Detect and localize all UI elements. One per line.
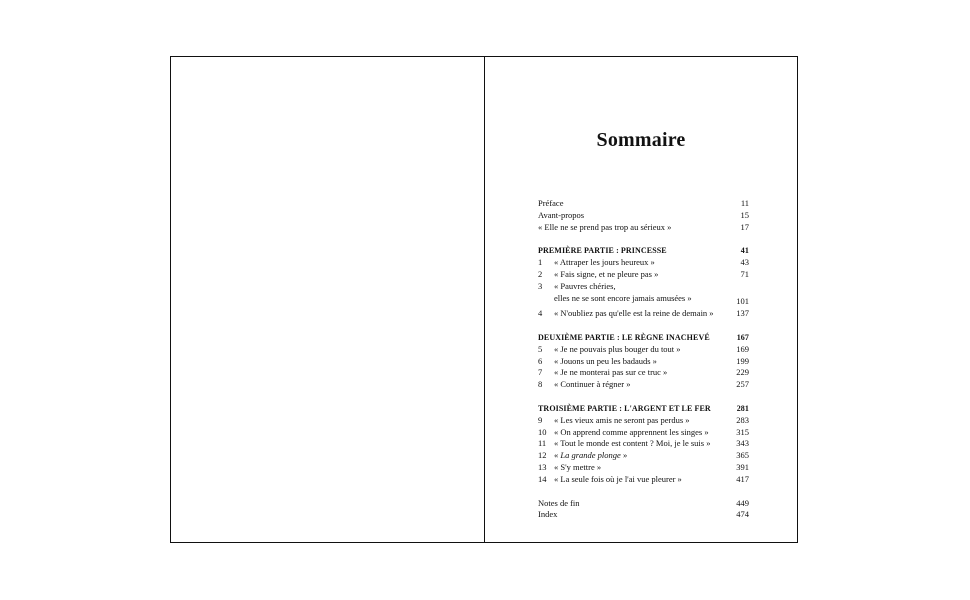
page-number: 15 [740,209,749,220]
entry-title: « Attraper les jours heureux » [554,257,655,268]
part-section [538,403,749,486]
chapter-entry [538,427,749,439]
part-section [538,245,749,320]
page-number: 365 [736,450,749,461]
chapter-entry [538,293,749,309]
part-heading-row [538,403,749,415]
chapter-entry [538,281,749,293]
chapter-entry [538,308,749,320]
chapter-number: 4 [538,308,543,319]
page-number: 315 [736,426,749,437]
part-heading-row [538,332,749,344]
page-number: 281 [736,403,749,413]
entry-title: « Je ne pouvais plus bouger du tout » [554,343,681,354]
chapter-entry [538,356,749,368]
entry-title: Notes de fin [538,497,580,508]
page-number: 283 [736,414,749,425]
chapter-number: 12 [538,450,547,461]
entry-title: Préface [538,198,564,208]
toc-entry [538,222,749,234]
page-number: 11 [740,198,749,208]
chapter-number [538,293,554,305]
chapter-entry [538,462,749,474]
chapter-entry [538,438,749,450]
chapter-number: 1 [538,257,543,268]
entry-title: « Jouons un peu les badauds » [554,355,657,366]
blank-left-page [171,57,485,542]
chapter-number: 5 [538,343,543,354]
part-heading-row [538,245,749,257]
contents-page [485,57,797,542]
toc-entry [538,509,749,521]
page-number: 199 [736,355,749,366]
page-number: 474 [736,509,749,520]
chapter-entry [538,367,749,379]
chapter-number: 10 [538,426,547,437]
entry-title: « Les vieux amis ne seront pas perdus » [554,414,690,425]
page-number: 229 [736,367,749,378]
entry-title: « Continuer à régner » [554,379,631,390]
chapter-entry [538,344,749,356]
page-number: 417 [736,473,749,484]
entry-title: « La seule fois où je l'ai vue pleurer » [554,473,682,484]
chapter-entry [538,379,749,391]
page-number: 17 [740,221,749,232]
chapter-number: 2 [538,268,543,279]
entry-title: « Je ne monterai pas sur ce truc » [554,367,668,378]
chapter-entry [538,269,749,281]
part-heading: PREMIÈRE PARTIE : PRINCESSE [538,246,667,256]
chapter-number: 14 [538,473,547,484]
chapter-entry [538,257,749,269]
page-number: 137 [736,308,749,319]
chapter-number: 11 [538,438,547,449]
entry-title: « S'y mettre » [554,461,602,472]
entry-title: « Elle ne se prend pas trop au sérieux » [538,221,672,232]
entry-title: Index [538,509,558,520]
toc-entry [538,210,749,222]
back-matter [538,498,749,522]
entry-title: « Fais signe, et ne pleure pas » [554,268,659,279]
chapter-number: 7 [538,367,543,378]
chapter-number: 8 [538,379,543,390]
chapter-entry [538,474,749,486]
book-spread [170,56,798,543]
part-section [538,332,749,391]
entry-title: « Tout le monde est content ? Moi, je le suis » [554,438,711,449]
part-heading: TROISIÈME PARTIE : L'ARGENT ET LE FER [538,403,711,413]
entry-title: Avant-propos [538,209,585,220]
chapter-entry [538,450,749,462]
front-matter [538,198,749,233]
part-heading: DEUXIÈME PARTIE : LE RÈGNE INACHEVÉ [538,332,710,342]
entry-title: « La grande plonge » [554,450,628,461]
page-number: 343 [736,438,749,449]
page-number: 41 [740,246,749,256]
toc-entry [538,498,749,510]
entry-title: « N'oubliez pas qu'elle est la reine de demain » [554,308,714,319]
chapter-number: 9 [538,414,543,425]
entry-title: elles ne se sont encore jamais amusées » [554,292,692,303]
page-number: 391 [736,461,749,472]
chapter-number: 13 [538,461,547,472]
page-number: 101 [736,296,749,307]
page-number: 43 [740,257,749,268]
chapter-number: 6 [538,355,543,366]
page-number: 449 [736,497,749,508]
chapter-number: 3 [538,280,543,291]
chapter-entry [538,415,749,427]
page-number: 167 [736,332,749,342]
table-of-contents [538,198,749,521]
page-number: 169 [736,343,749,354]
page-number: 257 [736,379,749,390]
entry-title: « Pauvres chéries, [554,280,616,291]
entry-title: « On apprend comme apprennent les singes » [554,426,709,437]
page-number: 71 [740,268,749,279]
page-title: Sommaire [596,129,686,151]
toc-entry [538,198,749,210]
